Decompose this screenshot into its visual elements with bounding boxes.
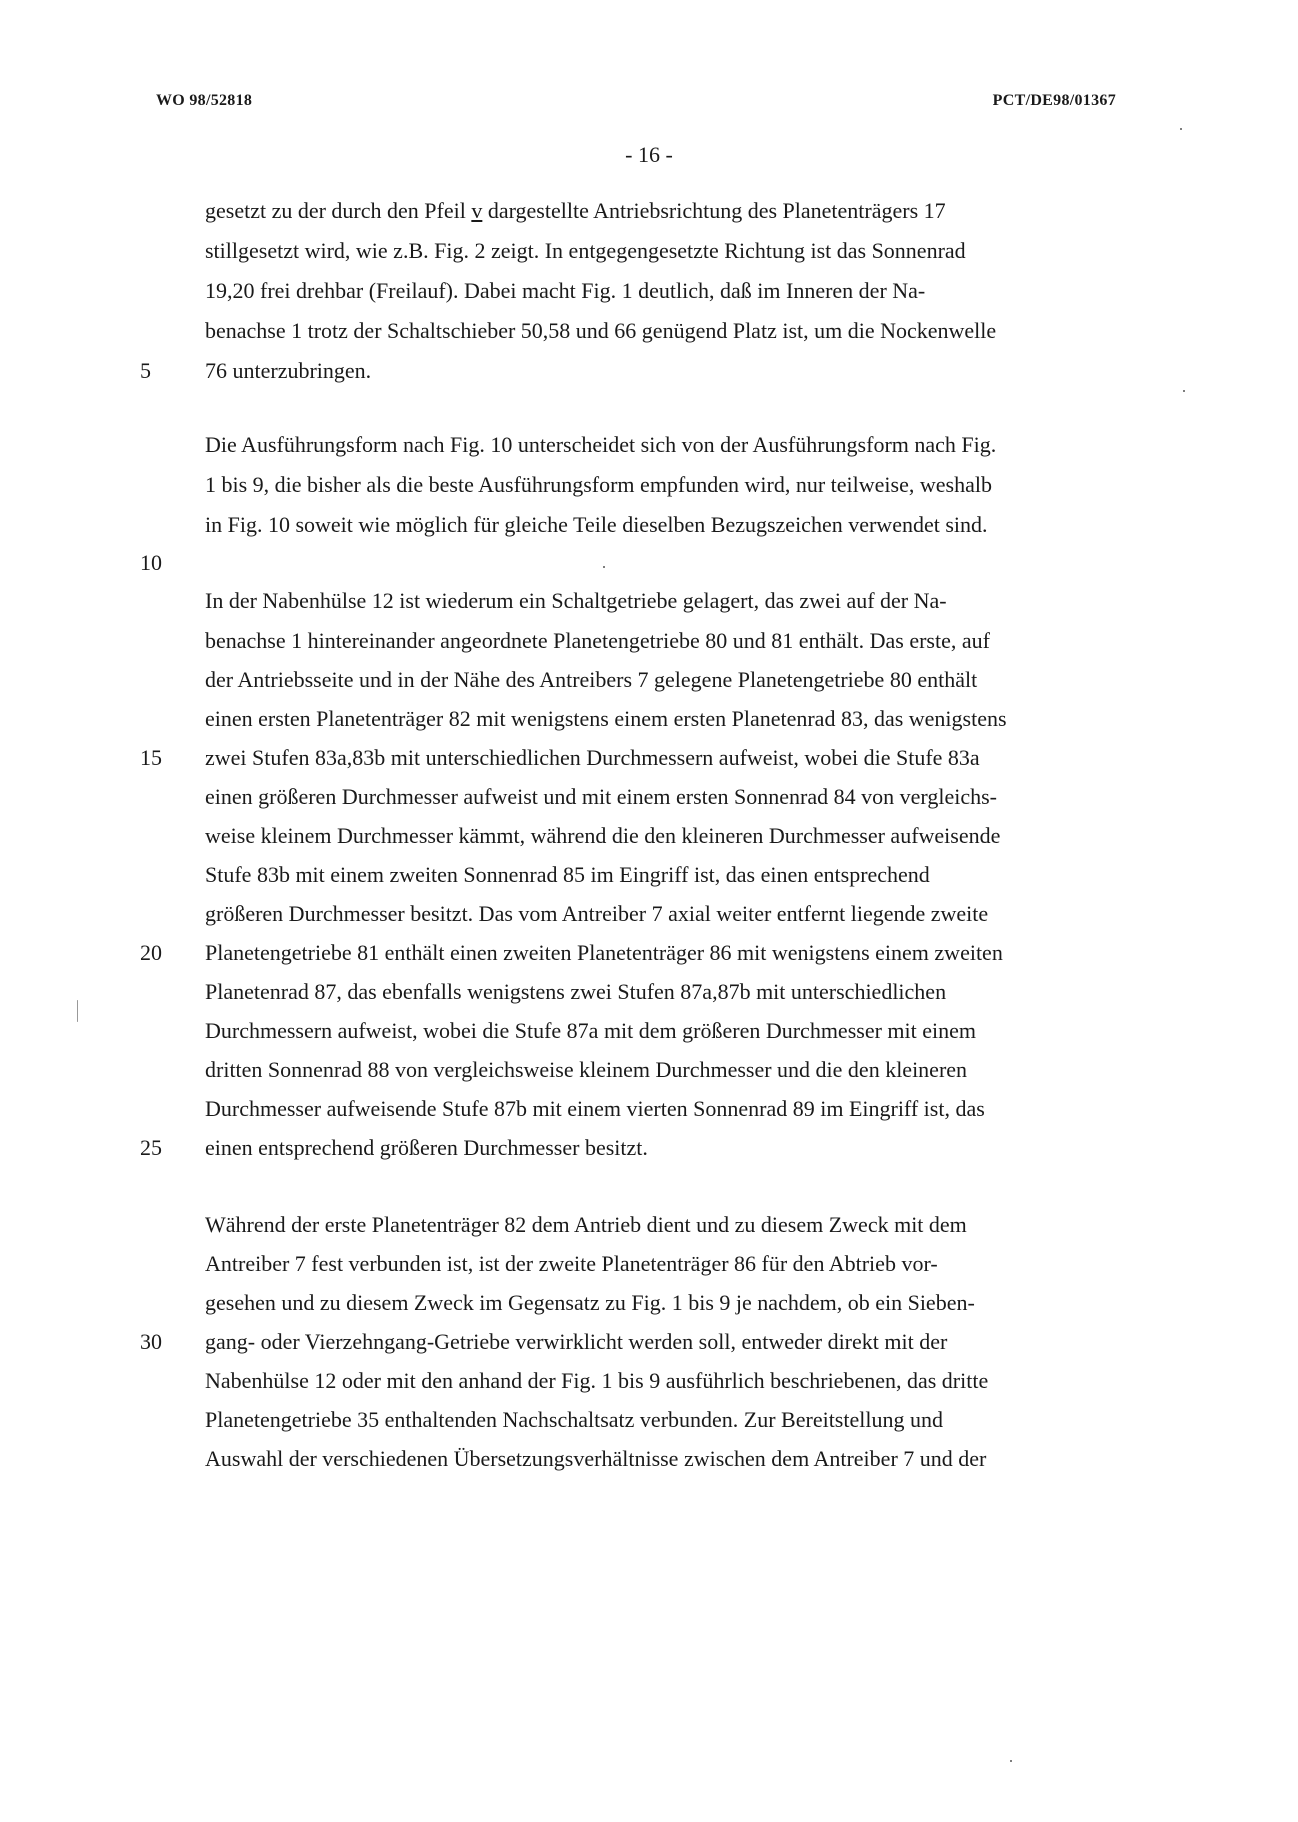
text-line: Durchmessern aufweist, wobei die Stufe 87a mit dem größeren Durchmesser mit einem	[205, 1018, 976, 1043]
arrow-label: v	[471, 198, 483, 223]
publication-number: WO 98/52818	[156, 92, 253, 109]
text-line: gesetzt zu der durch den Pfeil v dargestellte Antriebsrichtung des Planetenträgers 17	[205, 198, 946, 223]
text-line: Planetenrad 87, das ebenfalls wenigstens zwei Stufen 87a,87b mit unterschiedlichen	[205, 979, 947, 1004]
text-line: größeren Durchmesser besitzt. Das vom Antreiber 7 axial weiter entfernt liegende zweite	[205, 901, 989, 926]
application-number: PCT/DE98/01367	[992, 92, 1116, 109]
line-number: 25	[140, 1135, 162, 1160]
scan-speck	[1183, 390, 1185, 392]
text-line: benachse 1 hintereinander angeordnete Planetengetriebe 80 und 81 enthält. Das erste, auf	[205, 628, 990, 653]
text-line: 19,20 frei drehbar (Freilauf). Dabei macht Fig. 1 deutlich, daß im Inneren der Na-	[205, 278, 926, 303]
text-line: in Fig. 10 soweit wie möglich für gleiche Teile dieselben Bezugszeichen verwendet sind.	[205, 512, 988, 537]
text-line: 76 unterzubringen.	[205, 358, 372, 383]
text-line: Planetengetriebe 81 enthält einen zweiten Planetenträger 86 mit wenigstens einem zweiten	[205, 940, 1003, 965]
scan-speck	[1180, 128, 1182, 130]
text-line: der Antriebsseite und in der Nähe des Antreibers 7 gelegene Planetengetriebe 80 enthält	[205, 667, 978, 692]
text-line: weise kleinem Durchmesser kämmt, während die den kleineren Durchmesser aufweisende	[205, 823, 1001, 848]
text-line: Während der erste Planetenträger 82 dem Antrieb dient und zu diesem Zweck mit dem	[205, 1212, 967, 1237]
text-line: einen ersten Planetenträger 82 mit wenigstens einem ersten Planetenrad 83, das wenigstens	[205, 706, 1007, 731]
line-number: 5	[140, 358, 151, 383]
line-number: 15	[140, 745, 162, 770]
text-line: Stufe 83b mit einem zweiten Sonnenrad 85 im Eingriff ist, das einen entsprechend	[205, 862, 930, 887]
text-line: einen entsprechend größeren Durchmesser besitzt.	[205, 1135, 648, 1160]
text-line: benachse 1 trotz der Schaltschieber 50,58 und 66 genügend Platz ist, um die Nockenwelle	[205, 318, 997, 343]
text-line: Planetengetriebe 35 enthaltenden Nachschaltsatz verbunden. Zur Bereitstellung und	[205, 1407, 943, 1432]
text-line: stillgesetzt wird, wie z.B. Fig. 2 zeigt. In entgegengesetzte Richtung ist das Sonnenrad	[205, 238, 966, 263]
scan-speck	[603, 566, 605, 568]
text-line: Antreiber 7 fest verbunden ist, ist der zweite Planetenträger 86 für den Abtrieb vor-	[205, 1251, 938, 1276]
text-line: Die Ausführungsform nach Fig. 10 unterscheidet sich von der Ausführungsform nach Fig.	[205, 432, 997, 457]
text-line: dritten Sonnenrad 88 von vergleichsweise kleinem Durchmesser und die den kleineren	[205, 1057, 968, 1082]
scan-speck	[1010, 1760, 1012, 1762]
text-line: zwei Stufen 83a,83b mit unterschiedlichen Durchmessern aufweist, wobei die Stufe 83a	[205, 745, 980, 770]
line-number: 10	[140, 550, 162, 575]
text-line: gang- oder Vierzehngang-Getriebe verwirklicht werden soll, entweder direkt mit der	[205, 1329, 948, 1354]
text-line: Nabenhülse 12 oder mit den anhand der Fig. 1 bis 9 ausführlich beschriebenen, das dritte	[205, 1368, 989, 1393]
line-number: 20	[140, 940, 162, 965]
text-line: Durchmesser aufweisende Stufe 87b mit einem vierten Sonnenrad 89 im Eingriff ist, das	[205, 1096, 985, 1121]
line-number: 30	[140, 1329, 162, 1354]
text-line: einen größeren Durchmesser aufweist und mit einem ersten Sonnenrad 84 von vergleichs-	[205, 784, 997, 809]
text-line: gesehen und zu diesem Zweck im Gegensatz zu Fig. 1 bis 9 je nachdem, ob ein Sieben-	[205, 1290, 975, 1315]
scan-speck	[77, 1000, 78, 1022]
text-line: 1 bis 9, die bisher als die beste Ausführungsform empfunden wird, nur teilweise, weshalb	[205, 472, 992, 497]
page-number: - 16 -	[625, 142, 673, 167]
text-line: Auswahl der verschiedenen Übersetzungsverhältnisse zwischen dem Antreiber 7 und der	[205, 1446, 987, 1471]
text-line: In der Nabenhülse 12 ist wiederum ein Schaltgetriebe gelagert, das zwei auf der Na-	[205, 588, 947, 613]
